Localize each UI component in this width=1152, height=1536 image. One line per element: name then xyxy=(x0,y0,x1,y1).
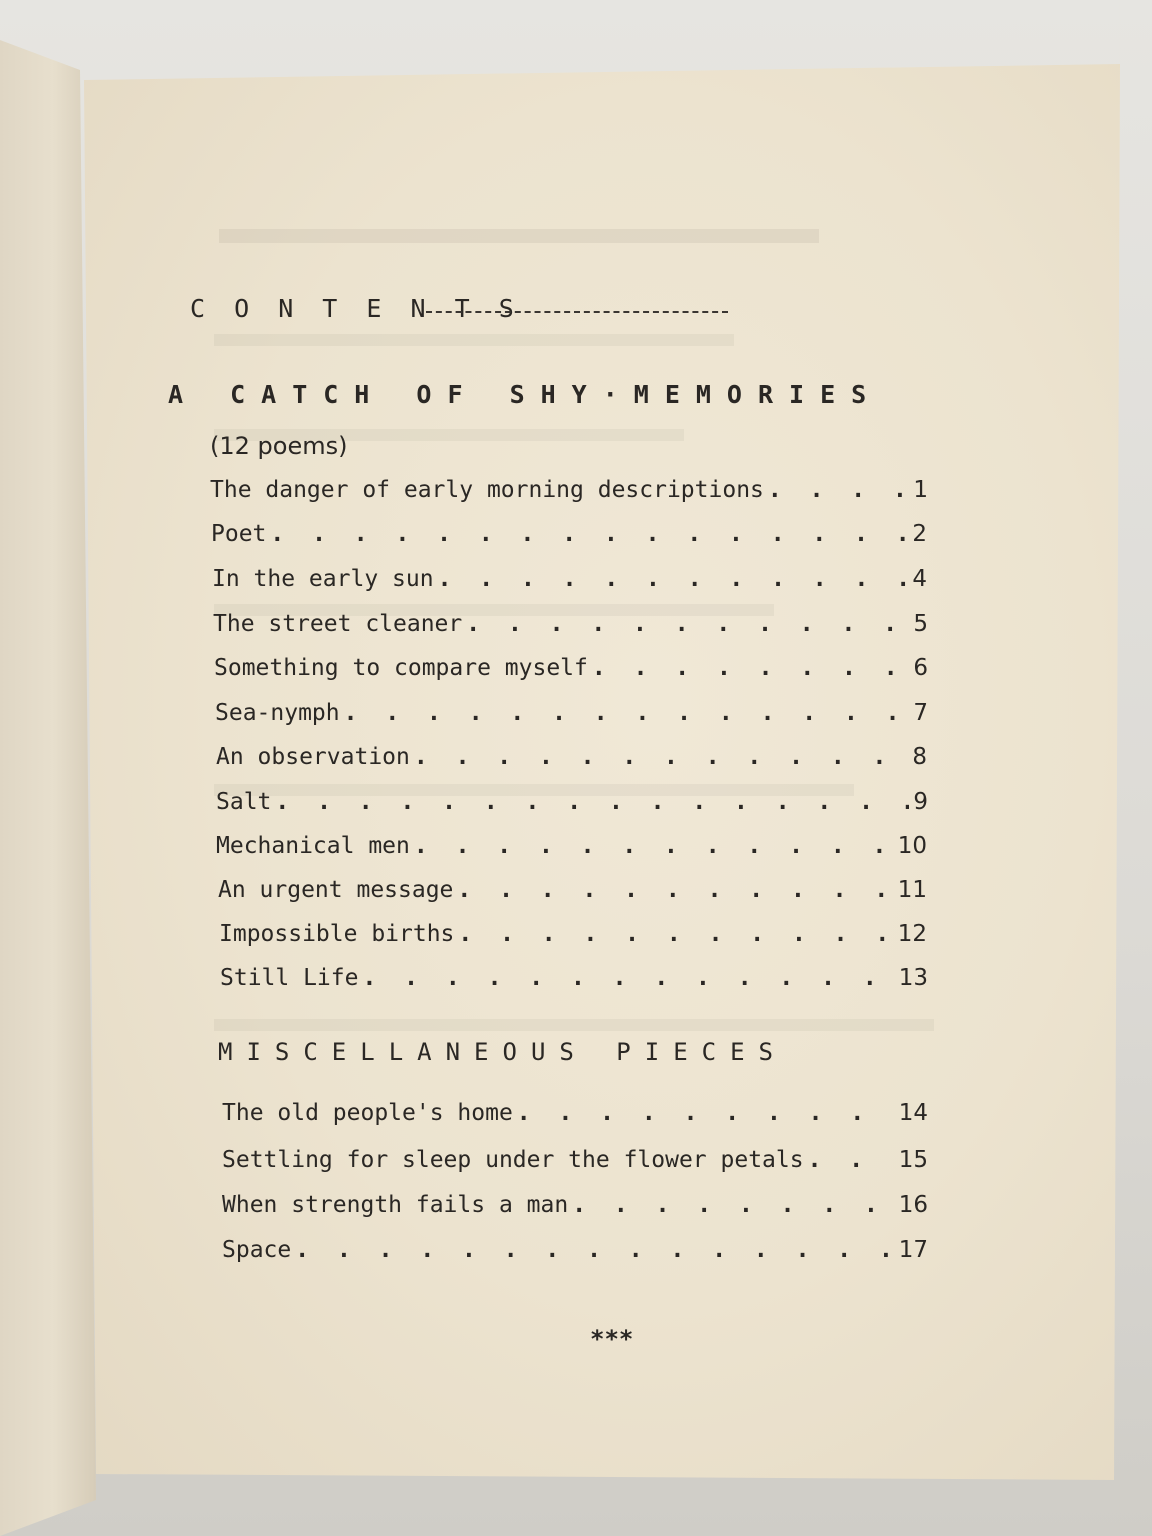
entry-title: Settling for sleep under the flower petals xyxy=(222,1147,804,1173)
toc-entry[interactable] xyxy=(213,611,928,643)
dot-leader xyxy=(768,477,909,503)
entry-title: Poet xyxy=(211,521,267,547)
entry-title: When strength fails a man xyxy=(222,1192,569,1218)
entry-title: Mechanical men xyxy=(216,833,410,859)
entry-title: Space xyxy=(222,1237,292,1263)
dot-leader xyxy=(592,655,909,681)
entry-page-number: 9 xyxy=(913,789,928,815)
entry-title: An urgent message xyxy=(218,877,454,903)
section-title-shy-memories: A CATCH OF SHY·MEMORIES xyxy=(168,380,883,409)
toc-entry[interactable] xyxy=(216,833,927,865)
entry-page-number: 5 xyxy=(913,611,928,637)
dot-leader xyxy=(362,965,894,991)
toc-entry[interactable] xyxy=(222,1147,928,1179)
entry-page-number: 15 xyxy=(898,1147,928,1173)
toc-entry[interactable] xyxy=(219,921,927,953)
dot-leader xyxy=(438,566,909,592)
contents-heading: C O N T E N T S xyxy=(190,294,521,323)
dot-leader xyxy=(414,833,894,859)
toc-entry[interactable] xyxy=(216,789,928,821)
toc-entry[interactable] xyxy=(211,521,927,553)
toc-entry[interactable] xyxy=(212,566,927,598)
dot-leader xyxy=(466,611,909,637)
entry-title: Sea-nymph xyxy=(215,700,340,726)
toc-entry[interactable] xyxy=(214,655,928,687)
dot-leader xyxy=(344,700,910,726)
entry-page-number: 4 xyxy=(912,566,927,592)
entry-title: Salt xyxy=(216,789,272,815)
toc-entry[interactable] xyxy=(210,477,928,509)
entry-page-number: 7 xyxy=(913,700,928,726)
dot-leader xyxy=(457,877,893,903)
toc-entry[interactable] xyxy=(220,965,928,997)
toc-entry[interactable] xyxy=(222,1100,928,1132)
entry-title: Something to compare myself xyxy=(214,655,588,681)
facing-page-edge xyxy=(0,40,96,1536)
dot-leader xyxy=(517,1100,895,1126)
dot-leader xyxy=(275,789,909,815)
toc-entry[interactable] xyxy=(222,1237,928,1269)
entry-page-number: 11 xyxy=(897,877,927,903)
entry-title: Still Life xyxy=(220,965,359,991)
toc-entry[interactable] xyxy=(218,877,927,909)
dot-leader xyxy=(414,744,908,770)
entry-page-number: 12 xyxy=(897,921,927,947)
dot-leader xyxy=(270,521,908,547)
show-through-line xyxy=(214,334,734,346)
section-title-miscellaneous: MISCELLANEOUS PIECES xyxy=(218,1038,787,1066)
dot-leader xyxy=(295,1237,894,1263)
entry-title: Impossible births xyxy=(219,921,455,947)
entry-page-number: 14 xyxy=(898,1100,928,1126)
dot-leader xyxy=(458,921,893,947)
dot-leader xyxy=(572,1192,895,1218)
entry-title: An observation xyxy=(216,744,410,770)
entry-page-number: 8 xyxy=(912,744,927,770)
show-through-line xyxy=(214,1019,934,1031)
toc-entry[interactable] xyxy=(216,744,927,776)
entry-title: The street cleaner xyxy=(213,611,463,637)
show-through-line xyxy=(219,229,819,243)
entry-page-number: 10 xyxy=(897,833,927,859)
entry-page-number: 2 xyxy=(912,521,927,547)
entry-title: The old people's home xyxy=(222,1100,513,1126)
toc-entry[interactable] xyxy=(222,1192,928,1224)
entry-page-number: 16 xyxy=(898,1192,928,1218)
dot-leader xyxy=(808,1147,895,1173)
toc-entry[interactable] xyxy=(215,700,928,732)
entry-title: The danger of early morning descriptions xyxy=(210,477,764,503)
contents-rule xyxy=(426,311,728,313)
entry-page-number: 17 xyxy=(898,1237,928,1263)
entry-page-number: 13 xyxy=(898,965,928,991)
section-subtitle: (12 poems) xyxy=(210,432,348,460)
entry-page-number: 6 xyxy=(913,655,928,681)
entry-title: In the early sun xyxy=(212,566,434,592)
end-mark: *** xyxy=(590,1325,634,1353)
entry-page-number: 1 xyxy=(913,477,928,503)
